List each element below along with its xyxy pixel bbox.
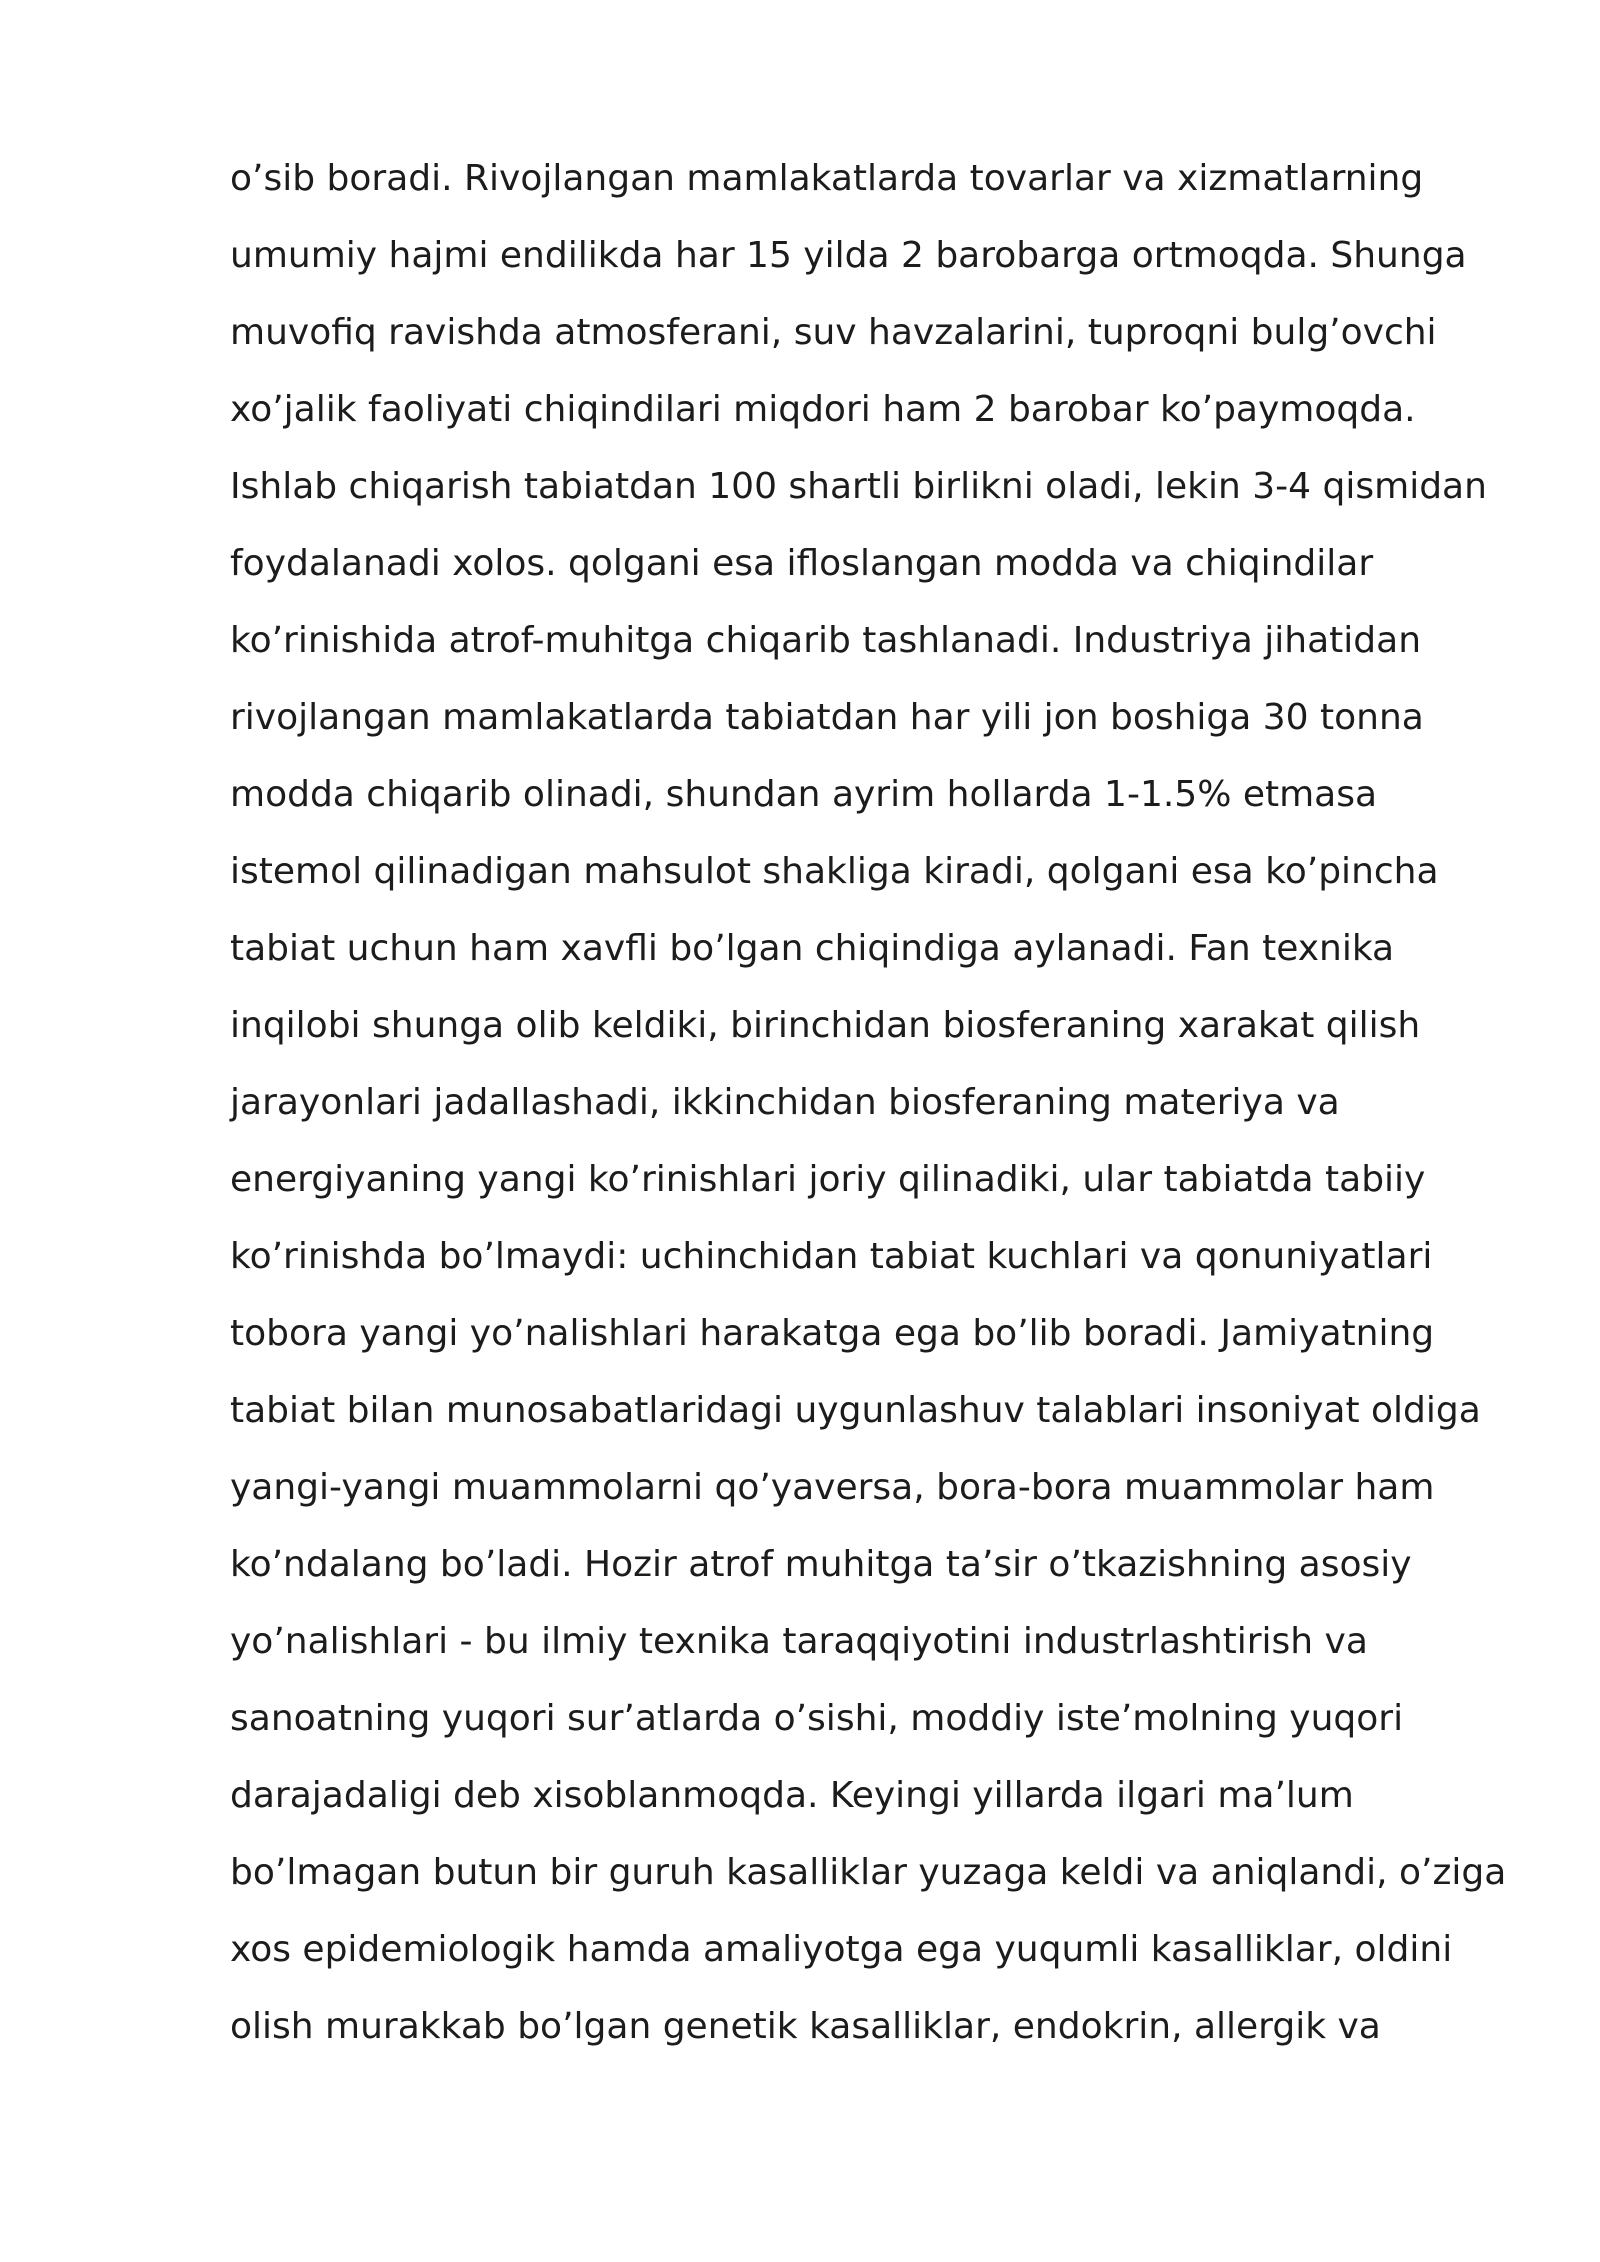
text-line: o’sib boradi. Rivojlangan mamlakatlarda tovarlar va xizmatlarning <box>230 158 1424 199</box>
text-line: Ishlab chiqarish tabiatdan 100 shartli birlikni oladi, lekin 3-4 qismidan <box>230 466 1487 507</box>
text-line: bo’lmagan butun bir guruh kasalliklar yuzaga keldi va aniqlandi, o’ziga <box>230 1852 1507 1893</box>
text-line: muvofiq ravishda atmosferani, suv havzalarini, tuproqni bulg’ovchi <box>230 312 1437 353</box>
text-line: olish murakkab bo’lgan genetik kasalliklar, endokrin, allergik va <box>230 2006 1381 2047</box>
text-line: ko’rinishda bo’lmaydi: uchinchidan tabiat kuchlari va qonuniyatlari <box>230 1236 1433 1277</box>
text-line: istemol qilinadigan mahsulot shakliga kiradi, qolgani esa ko’pincha <box>230 851 1439 892</box>
text-line: sanoatning yuqori sur’atlarda o’sishi, moddiy iste’molning yuqori <box>230 1698 1404 1739</box>
text-line: xo’jalik faoliyati chiqindilari miqdori ham 2 barobar ko’paymoqda. <box>230 389 1416 430</box>
text-line: tabiat bilan munosabatlaridagi uygunlashuv talablari insoniyat oldiga <box>230 1390 1481 1431</box>
text-line: foydalanadi xolos. qolgani esa ifloslangan modda va chiqindilar <box>230 543 1374 584</box>
text-line: tabiat uchun ham xavfli bo’lgan chiqindiga aylanadi. Fan texnika <box>230 928 1395 969</box>
text-line: yo’nalishlari - bu ilmiy texnika taraqqiyotini industrlashtirish va <box>230 1621 1368 1662</box>
text-line: ko’ndalang bo’ladi. Hozir atrof muhitga ta’sir o’tkazishning asosiy <box>230 1544 1412 1585</box>
text-line: umumiy hajmi endilikda har 15 yilda 2 barobarga ortmoqda. Shunga <box>230 235 1467 276</box>
text-line: yangi-yangi muammolarni qo’yaversa, bora-bora muammolar ham <box>230 1467 1435 1508</box>
text-line: xos epidemiologik hamda amaliyotga ega yuqumli kasalliklar, oldini <box>230 1929 1453 1970</box>
text-line: modda chiqarib olinadi, shundan ayrim hollarda 1-1.5% etmasa <box>230 774 1378 815</box>
body-text <box>230 150 1530 2075</box>
text-line: ko’rinishida atrof-muhitga chiqarib tashlanadi. Industriya jihatidan <box>230 620 1422 661</box>
text-line: rivojlangan mamlakatlarda tabiatdan har yili jon boshiga 30 tonna <box>230 697 1424 738</box>
text-line: jarayonlari jadallashadi, ikkinchidan biosferaning materiya va <box>230 1082 1340 1123</box>
text-line: energiyaning yangi ko’rinishlari joriy qilinadiki, ular tabiatda tabiiy <box>230 1159 1426 1200</box>
text-line: darajadaligi deb xisoblanmoqda. Keyingi yillarda ilgari ma’lum <box>230 1775 1354 1816</box>
text-line: inqilobi shunga olib keldiki, birinchidan biosferaning xarakat qilish <box>230 1005 1421 1046</box>
text-line: tobora yangi yo’nalishlari harakatga ega bo’lib boradi. Jamiyatning <box>230 1313 1435 1354</box>
